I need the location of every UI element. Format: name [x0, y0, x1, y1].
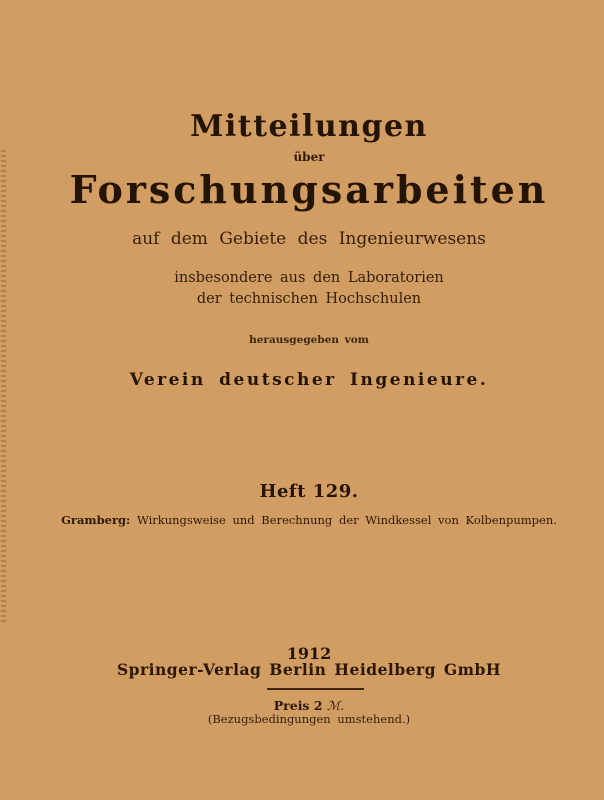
price-label: Preis 2 — [273, 698, 323, 713]
series-subtitle: auf dem Gebiete des Ingenieurwesens — [132, 229, 486, 249]
article-title: Wirkungsweise und Berechnung der Windkessel von Kolbenpumpen. — [136, 513, 557, 527]
price-line — [7, 698, 604, 713]
subtitle-detail-line2: der technischen Hochschulen — [196, 291, 422, 307]
price-note: (Bezugsbedingungen umstehend.) — [207, 712, 411, 726]
editor-intro: herausgegeben vom — [249, 334, 369, 346]
article-reference — [7, 513, 604, 527]
editor-name: Verein deutscher Ingenieure. — [129, 370, 489, 390]
title-page-content — [7, 0, 604, 800]
series-title-line2: Forschungsarbeiten — [69, 167, 549, 212]
publication-year: 1912 — [286, 644, 332, 663]
subtitle-detail-line1: insbesondere aus den Laboratorien — [174, 270, 444, 286]
publisher-name: Springer-Verlag Berlin Heidelberg GmbH — [116, 660, 502, 679]
series-title-line1: Mitteilungen — [190, 109, 428, 144]
mark-currency-sign: ℳ. — [326, 698, 345, 713]
issue-number: Heft 129. — [259, 481, 359, 502]
article-author: Gramberg: — [61, 513, 131, 527]
series-title-connector: über — [293, 150, 325, 164]
price-divider-rule — [267, 688, 364, 690]
spine-edge-text — [1, 150, 6, 622]
